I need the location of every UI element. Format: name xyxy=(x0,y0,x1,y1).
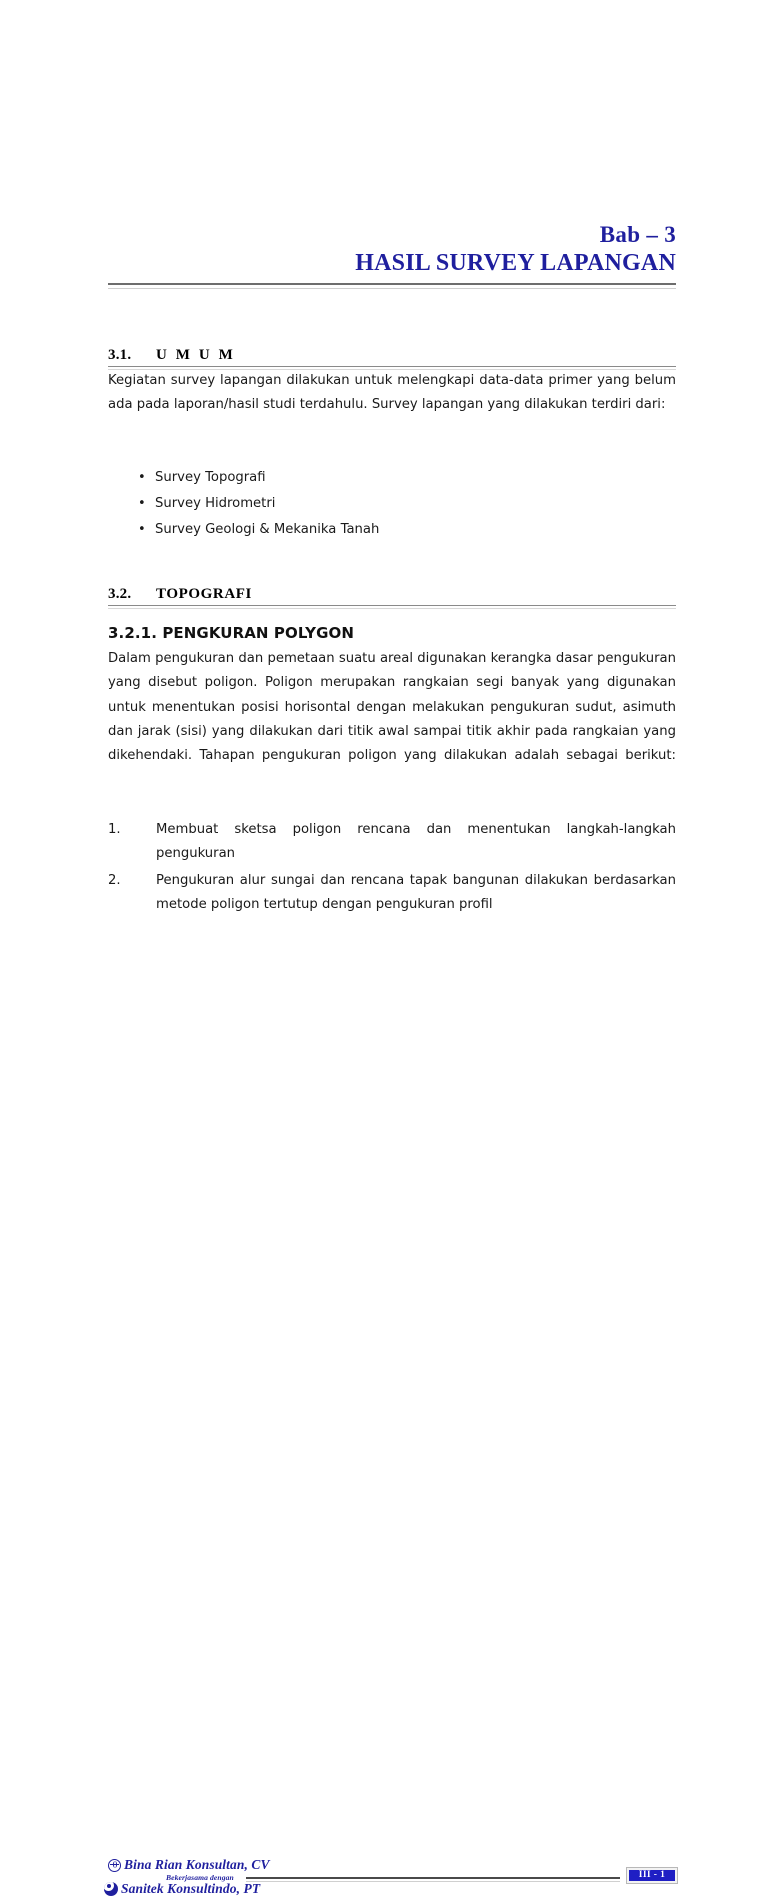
section-heading-3-2 xyxy=(108,586,676,603)
section-heading-3-2-1: 3.2.1. PENGKURAN POLYGON xyxy=(108,624,355,642)
paragraph-3-2-1: Dalam pengukuran dan pemetaan suatu areal digunakan kerangka dasar pengukuran yang disebut poligon. Poligon merupakan rangkaian segi banyak yang digunakan untuk menentukan posisi horisontal dengan melakukan pengukuran sudut, asimuth dan jarak (sisi) yang dilakukan dari titik awal sampai titik akhir pada rangkaian yang dikehendaki. Tahapan pengukuran poligon yang dilakukan adalah sebagai berikut: xyxy=(108,651,676,764)
list-item-label: Survey Geologi & Mekanika Tanah xyxy=(155,522,380,537)
chapter-title: HASIL SURVEY LAPANGAN xyxy=(355,249,676,276)
bullet-icon: • xyxy=(138,496,146,511)
section-label-3-1: U M U M xyxy=(156,347,236,363)
list-item xyxy=(108,465,676,491)
list-item-label: Membuat sketsa poligon rencana dan menentukan langkah-langkah pengukuran xyxy=(156,822,676,862)
company-primary-label: Bina Rian Konsultan, CV xyxy=(124,1857,270,1872)
list-item xyxy=(108,517,676,543)
company-secondary-label: Sanitek Konsultindo, PT xyxy=(121,1881,261,1896)
page-footer xyxy=(0,926,768,1896)
list-item xyxy=(108,818,676,867)
chapter-heading-block xyxy=(108,222,676,289)
section-rule-3-2 xyxy=(108,605,676,609)
page-number-label: III - 1 xyxy=(629,1870,675,1881)
list-item-label: Survey Hidrometri xyxy=(155,496,276,511)
chapter-title-rule xyxy=(108,283,676,289)
footer-company-primary xyxy=(108,1857,270,1873)
bullet-icon: • xyxy=(138,522,146,537)
list-item-label: Survey Topografi xyxy=(155,470,266,485)
swirl-logo-icon xyxy=(104,1882,118,1896)
section-number-3-1: 3.1. xyxy=(108,347,132,363)
paragraph-3-1: Kegiatan survey lapangan dilakukan untuk melengkapi data-data primer yang belum ada pada laporan/hasil studi terdahulu. Survey lapangan yang dilakukan terdiri dari: xyxy=(108,373,676,413)
list-item-number: 1. xyxy=(108,822,121,837)
list-item xyxy=(108,491,676,517)
cooperation-label: Bekerjasama dengan xyxy=(166,1873,234,1882)
section-number-3-2: 3.2. xyxy=(108,586,132,602)
bullet-icon: • xyxy=(138,470,146,485)
chapter-number: Bab – 3 xyxy=(599,222,676,247)
footer-company-secondary xyxy=(104,1881,260,1897)
section-label-3-2: TOPOGRAFI xyxy=(156,586,252,602)
bullet-list-survey-types xyxy=(108,465,676,543)
page-number-badge xyxy=(626,1867,678,1884)
list-item-label: Pengukuran alur sungai dan rencana tapak bangunan dilakukan berdasarkan metode poligon tertutup dengan pengukuran profil xyxy=(156,872,676,912)
footer-rule xyxy=(246,1877,620,1882)
numbered-list-polygon-steps xyxy=(108,818,676,917)
globe-logo-icon xyxy=(108,1859,121,1872)
list-item-number: 2. xyxy=(108,872,121,888)
list-item xyxy=(108,869,676,918)
section-heading-3-1 xyxy=(108,347,676,364)
